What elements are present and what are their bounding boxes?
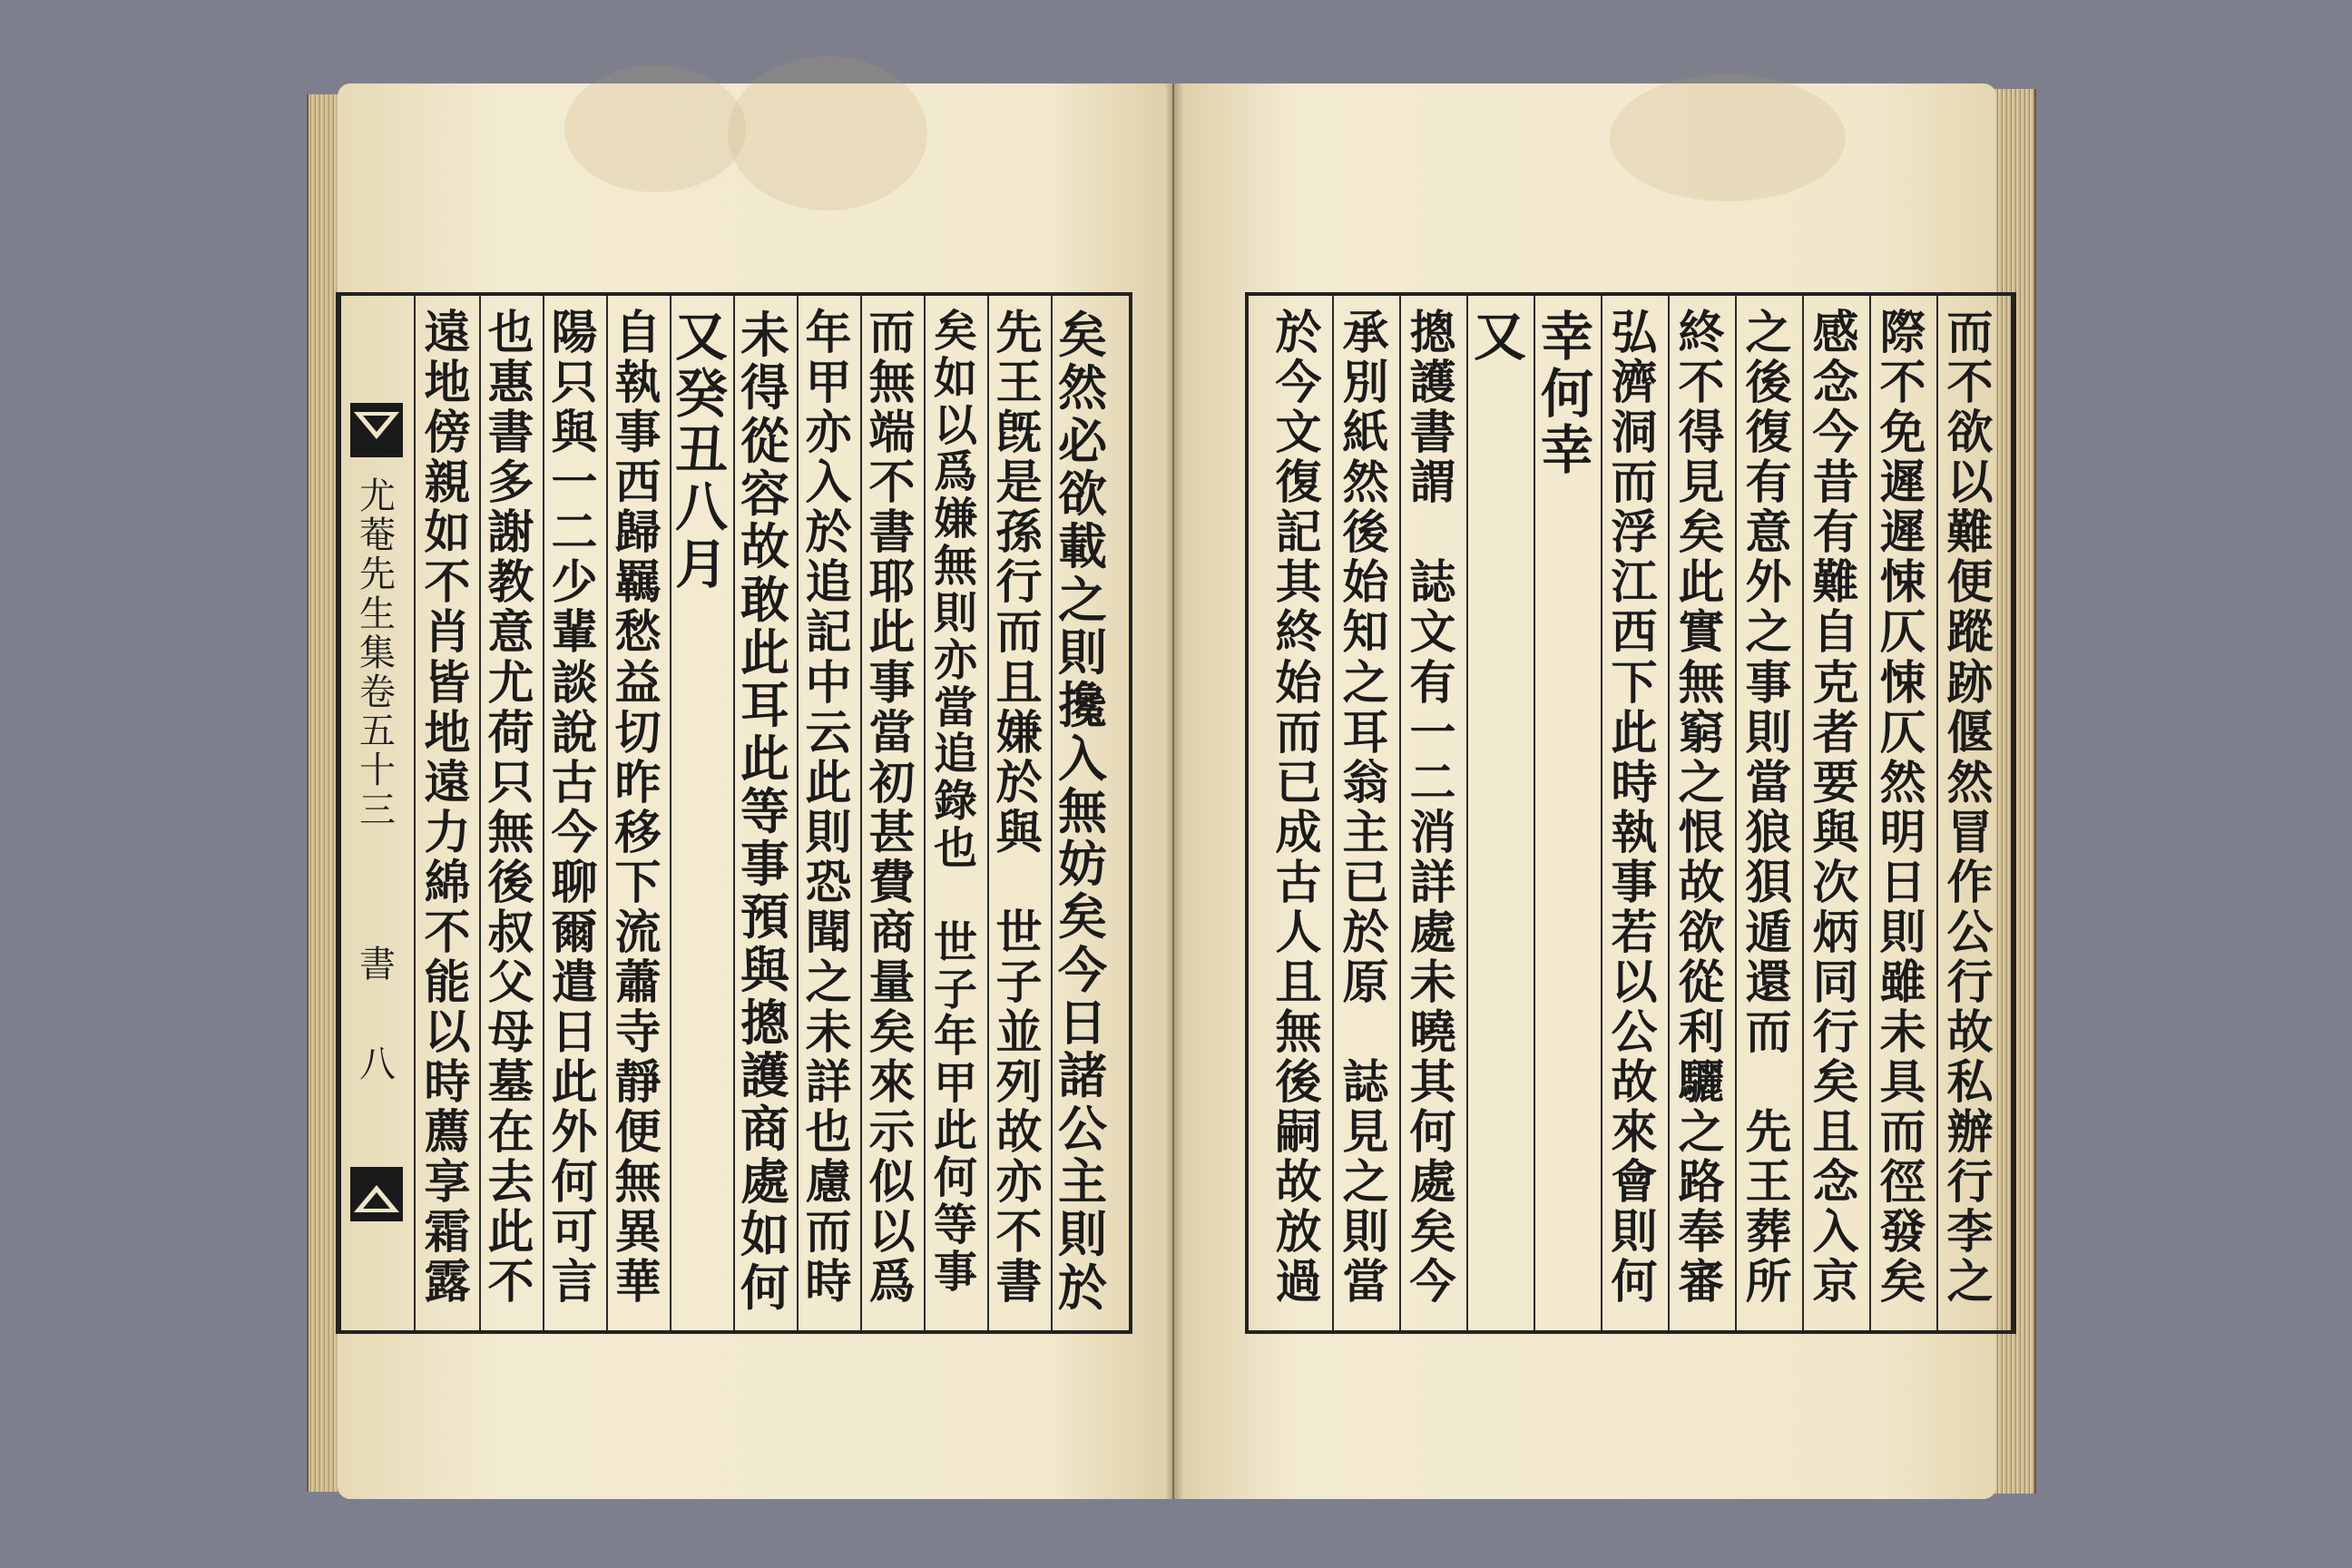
section-name: 書 [359,944,396,985]
page-number: 八 [359,1044,396,1085]
left-text-column: 自 執 事 西 歸 羈 愁 益 切 昨 移 下 流 蕭 寺 靜 便 無 異 華 [614,306,662,1310]
water-stain [564,65,746,192]
book-gutter [1165,83,1183,1499]
right-text-column: 弘 濟 洞 而 浮 江 西 下 此 時 執 事 若 以 公 故 來 會 則 何 [1611,306,1658,1310]
right-text-column: 終 不 得 見 矣 此 實 無 窮 之 恨 故 欲 從 利 驪 之 路 奉 審 [1678,306,1725,1310]
right-text-frame [1245,292,2016,1334]
left-text-column: 矣 如 以 爲 嫌 無 則 亦 當 追 錄 也 世 子 年 甲 此 何 等 事 [933,306,977,1298]
right-text-column: 又 [1473,306,1526,368]
left-text-frame [336,292,1132,1334]
water-stain [1610,74,1846,201]
water-stain [728,56,927,211]
right-text-column: 幸 何 幸 [1540,306,1593,482]
left-text-column: 未 得 從 容 故 敢 此 耳 此 等 事 預 與 摠 護 商 處 如 何 [740,306,789,1317]
book-title: 尤 菴 先 生 集 卷 五 十 三 [359,475,396,831]
left-text-column: 也 惠 書 多 謝 教 意 尤 荷 只 無 後 叔 父 母 墓 在 去 此 不 [487,306,534,1310]
left-text-column: 先 王 旣 是 孫 行 而 且 嫌 於 與 世 子 並 列 故 亦 不 書 [995,306,1043,1310]
right-text-column: 際 不 免 遲 遲 悚 仄 悚 仄 然 明 日 則 雖 未 具 而 徑 發 矣 [1879,306,1926,1310]
right-text-column: 承 別 紙 然 後 始 知 之 耳 翁 主 已 於 原 誌 見 之 則 當 [1342,306,1389,1310]
left-text-column: 年 甲 亦 入 於 追 記 中 云 此 則 恐 聞 之 未 詳 也 慮 而 時 [805,306,852,1310]
left-text-column: 矣 然 必 欲 載 之 則 攙 入 無 妨 矣 今 日 諸 公 主 則 於 [1058,306,1107,1317]
right-text-column: 之 後 復 有 意 外 之 事 則 當 狼 狽 遁 還 而 先 王 葬 所 [1745,306,1792,1310]
left-text-column: 又 癸 丑 八 月 [674,306,728,595]
right-text-column: 摠 護 書 謂 誌 文 有 一 二 消 詳 處 未 曉 其 何 處 矣 今 [1409,306,1456,1310]
fishtail-ornament-icon [350,1167,403,1221]
right-text-column: 而 不 欲 以 難 便 蹤 跡 偃 然 冒 作 公 行 故 私 辦 行 李 之 [1946,306,1994,1310]
left-text-column: 而 無 端 不 書 耶 此 事 當 初 甚 費 商 量 矣 來 示 似 以 爲 [868,306,916,1310]
right-text-column: 於 今 文 復 記 其 終 始 而 已 成 古 人 且 無 後 嗣 故 放 過 [1275,306,1322,1310]
left-text-column: 遠 地 傍 親 如 不 肖 皆 地 遠 力 綿 不 能 以 時 薦 享 霜 露 [424,306,471,1310]
right-text-column: 感 念 今 昔 有 難 自 克 者 要 與 次 炳 同 行 矣 且 念 入 京 [1812,306,1859,1310]
center-strip [341,296,414,1330]
left-text-column: 陽 只 與 一 二 少 輩 談 說 古 今 聊 爾 遣 日 此 外 何 可 言 [551,306,598,1310]
fishtail-ornament-icon [350,403,403,457]
